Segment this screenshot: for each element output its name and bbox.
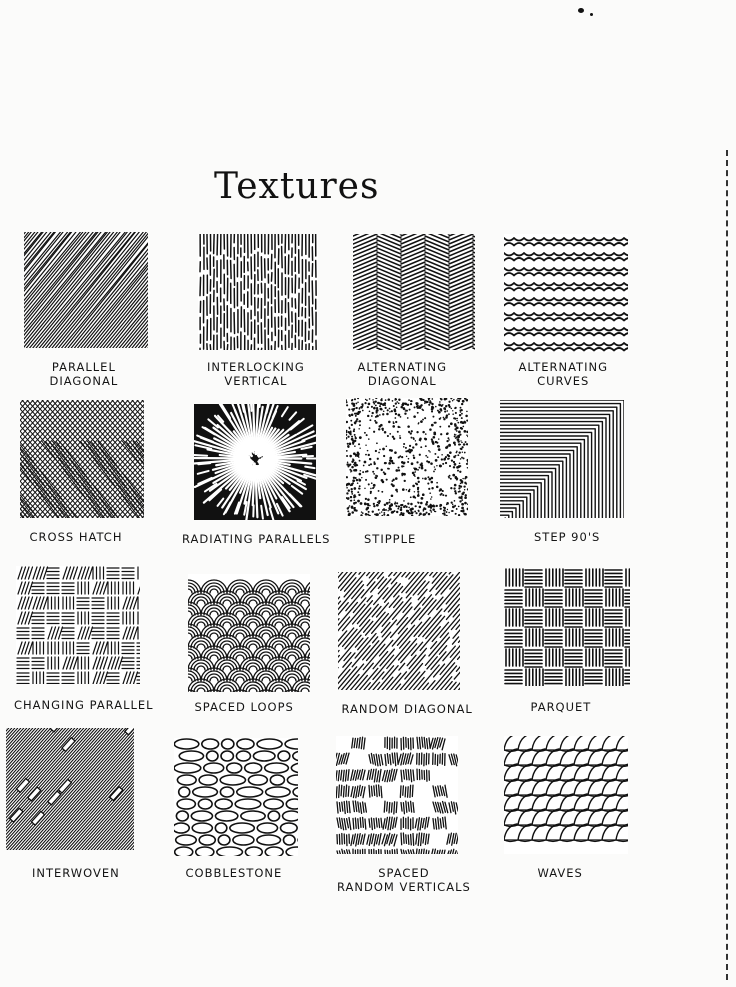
label-line: CROSS HATCH bbox=[29, 530, 123, 544]
label-line: CURVES bbox=[537, 374, 590, 388]
label-line: CHANGING PARALLEL bbox=[14, 698, 154, 712]
waves-label bbox=[538, 866, 583, 880]
spaced-loops-label bbox=[195, 700, 294, 714]
label-line: SPACED bbox=[378, 866, 430, 880]
interlocking-vertical-texture-swatch bbox=[198, 234, 318, 350]
changing-parallel-label bbox=[14, 698, 154, 712]
parallel-diagonal-texture-swatch bbox=[24, 232, 148, 348]
alternating-curves-texture-swatch bbox=[504, 234, 628, 352]
random-diagonal-label bbox=[342, 702, 473, 716]
label-line: ALTERNATING bbox=[357, 360, 447, 374]
cobblestone-label bbox=[186, 866, 283, 880]
waves-texture-swatch bbox=[504, 736, 628, 854]
label-line: STIPPLE bbox=[364, 532, 417, 546]
label-line: SPACED LOOPS bbox=[194, 700, 294, 714]
cross-hatch-texture-swatch bbox=[20, 400, 144, 518]
spaced-random-verticals-texture-swatch bbox=[336, 736, 458, 854]
alternating-diagonal-texture-swatch bbox=[353, 234, 475, 350]
radiating-parallels-label bbox=[182, 532, 330, 546]
label-line: INTERLOCKING bbox=[207, 360, 305, 374]
alternating-diagonal-label bbox=[358, 360, 447, 388]
label-line: COBBLESTONE bbox=[185, 866, 283, 880]
page-edge-line bbox=[726, 150, 728, 980]
step-90s-texture-swatch bbox=[500, 400, 624, 518]
cobblestone-texture-swatch bbox=[174, 738, 298, 856]
interwoven-label bbox=[32, 866, 120, 880]
label-line: DIAGONAL bbox=[367, 374, 437, 388]
label-line: WAVES bbox=[537, 866, 583, 880]
spaced-random-verticals-label bbox=[337, 866, 471, 894]
label-line: INTERWOVEN bbox=[32, 866, 120, 880]
parallel-diagonal-label bbox=[50, 360, 119, 388]
radiating-parallels-texture-swatch bbox=[194, 404, 316, 520]
step-90s-label bbox=[534, 530, 600, 544]
label-line: RANDOM DIAGONAL bbox=[341, 702, 473, 716]
alternating-curves-label bbox=[519, 360, 608, 388]
label-line: PARQUET bbox=[530, 700, 592, 714]
stipple-texture-swatch bbox=[346, 398, 468, 516]
interwoven-texture-swatch bbox=[6, 728, 134, 850]
label-line: RANDOM VERTICALS bbox=[337, 880, 471, 894]
ink-speck bbox=[578, 8, 584, 13]
label-line: DIAGONAL bbox=[49, 374, 119, 388]
random-diagonal-texture-swatch bbox=[338, 572, 460, 690]
ink-speck bbox=[590, 13, 593, 16]
label-line: STEP 90'S bbox=[534, 530, 601, 544]
stipple-label bbox=[364, 532, 416, 546]
label-line: PARALLEL bbox=[51, 360, 116, 374]
page-title: Textures bbox=[214, 166, 380, 207]
label-line: ALTERNATING bbox=[518, 360, 608, 374]
interlocking-vertical-label bbox=[207, 360, 305, 388]
label-line: VERTICAL bbox=[224, 374, 288, 388]
parquet-label bbox=[531, 700, 592, 714]
changing-parallel-texture-swatch bbox=[16, 566, 140, 684]
parquet-texture-swatch bbox=[504, 568, 630, 686]
cross-hatch-label bbox=[30, 530, 123, 544]
label-line: RADIATING PARALLELS bbox=[182, 532, 331, 546]
spaced-loops-texture-swatch bbox=[188, 574, 310, 692]
